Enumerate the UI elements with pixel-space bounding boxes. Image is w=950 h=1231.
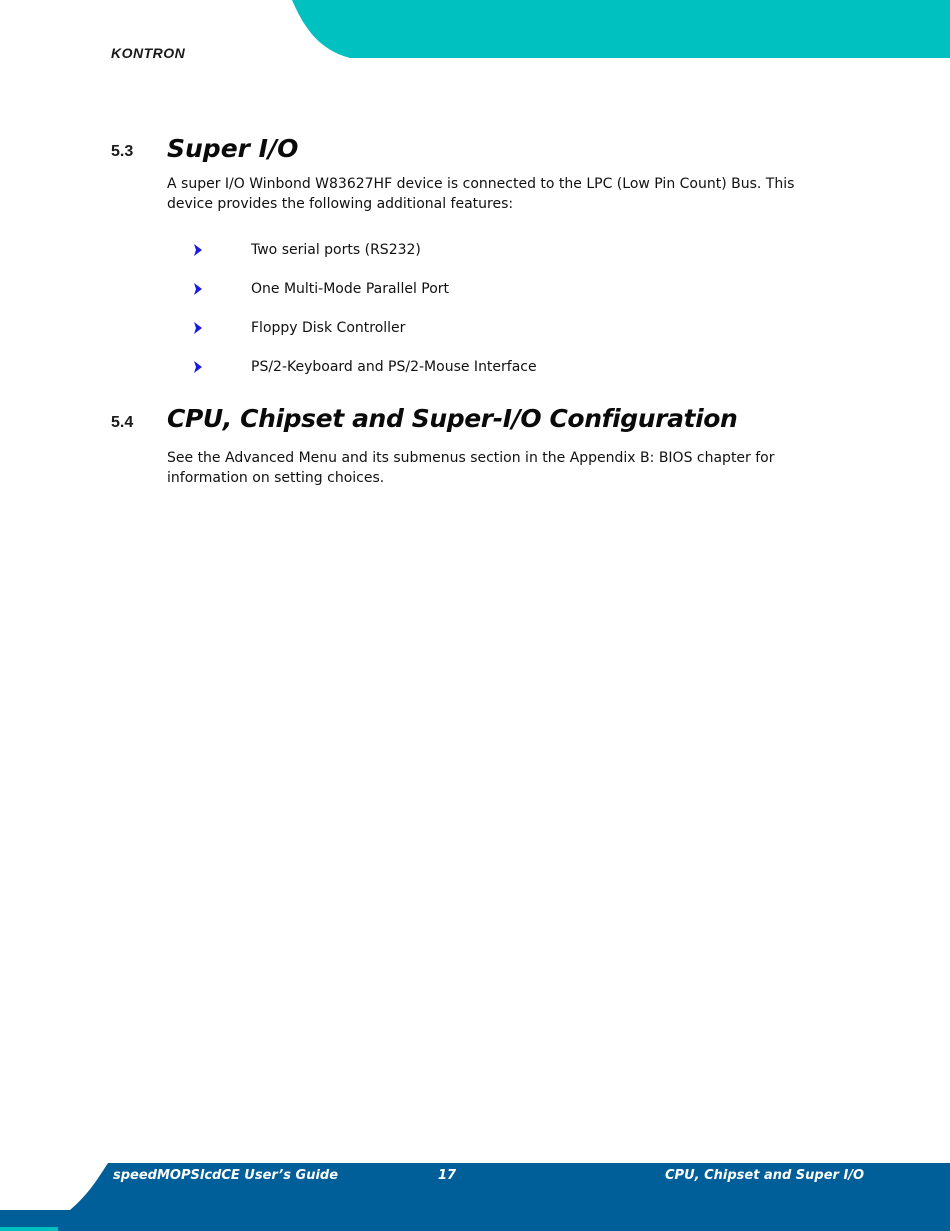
list-item (193, 357, 537, 396)
footer-chapter-title: CPU, Chipset and Super I/O (665, 1168, 865, 1183)
section-number: 5.3 (111, 143, 134, 160)
chevron-right-icon (193, 279, 251, 299)
section-title: Super I/O (167, 134, 299, 163)
list-item-text: Two serial ports (RS232) (251, 242, 421, 258)
list-item (193, 318, 537, 357)
list-item (193, 240, 537, 279)
section-number: 5.4 (111, 414, 134, 431)
list-item (193, 279, 537, 318)
chevron-right-icon (193, 240, 251, 260)
footer-page-number: 17 (438, 1168, 457, 1183)
list-item-text: PS/2-Keyboard and PS/2-Mouse Interface (251, 359, 537, 375)
list-item-text: Floppy Disk Controller (251, 320, 406, 336)
chevron-right-icon (193, 318, 251, 338)
section-paragraph: See the Advanced Menu and its submenus section in the Appendix B: BIOS chapter for information on setting choices. (167, 450, 775, 486)
list-item-text: One Multi-Mode Parallel Port (251, 281, 450, 297)
section-paragraph: A super I/O Winbond W83627HF device is connected to the LPC (Low Pin Count) Bus. This device provides the following additional features: (167, 176, 795, 212)
section-title: CPU, Chipset and Super-I/O Configuration (167, 404, 738, 433)
brand-name: KONTRON (111, 45, 186, 61)
feature-list (193, 240, 537, 396)
chevron-right-icon (193, 357, 251, 377)
footer-document-title: speedMOPSlcdCE User’s Guide (113, 1168, 339, 1183)
